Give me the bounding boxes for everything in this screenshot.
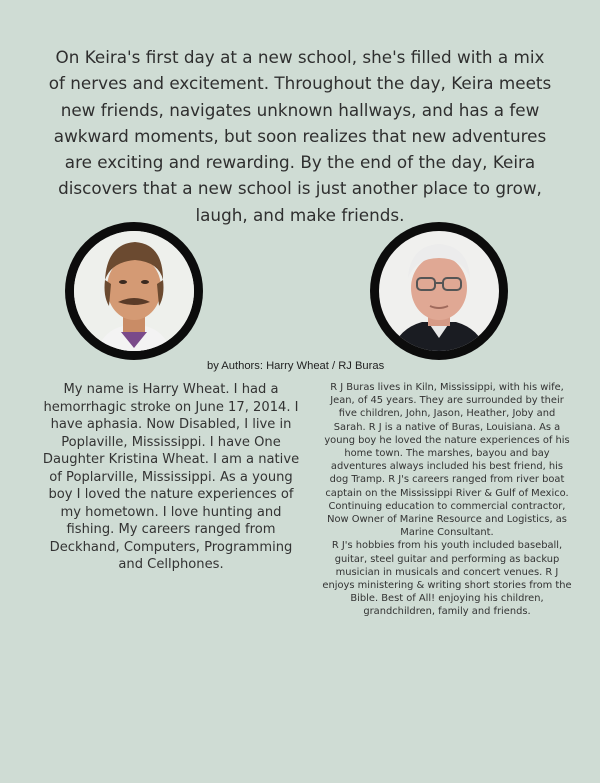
rj-bio-paragraph: R J's hobbies from his youth included baseball, guitar, steel guitar and performing as backup musician in musicals and concert venues. R J enjoys ministering & writing short stories from the Bible. Best of All! enjoying his children, grandchildren, family and friends. bbox=[322, 540, 572, 618]
harry-wheat-photo bbox=[65, 222, 203, 360]
rj-bio-paragraph: R J Buras lives in Kiln, Mississippi, with his wife, Jean, of 45 years. They are surrounded by their five children, John, Jason, Heather, Joby and Sarah. R J is a native of Buras, Louisiana. As a young boy he loved the nature experiences of his home town. The marshes, bayou and bay adventures always included his best friend, his dog Tramp. R J's careers ranged from river boat captain on the Mississippi River & Gulf of Mexico. Continuing education to commercial contractor, Now Owner of Marine Resource and Logistics, as Marine Consultant. bbox=[324, 382, 570, 539]
authors-byline: by Authors: Harry Wheat / RJ Buras bbox=[207, 360, 385, 372]
portrait-harry-wheat bbox=[65, 222, 203, 360]
harry-wheat-bio: My name is Harry Wheat. I had a hemorrhagic stroke on June 17, 2014. I have aphasia. Now Disabled, I live in Poplaville, Mississippi. I have One Daughter Kristina Wheat. I am a native of Poplarville, Mississippi. As a young boy I loved the nature experiences of my hometown. I love hunting and fishing. My careers ranged from Deckhand, Computers, Programming and Cellphones. bbox=[42, 382, 300, 572]
rj-buras-bio bbox=[322, 381, 572, 619]
rj-buras-photo bbox=[370, 222, 508, 360]
portrait-rj-buras bbox=[370, 222, 508, 360]
book-synopsis: On Keira's first day at a new school, she's filled with a mix of nerves and excitement. Throughout the day, Keira meets new friends, navigates unknown hallways, and has a few awkward moments, but soon realizes that new adventures are exciting and rewarding. By the end of the day, Keira discovers that a new school is just another place to grow, laugh, and make friends. bbox=[48, 47, 552, 225]
